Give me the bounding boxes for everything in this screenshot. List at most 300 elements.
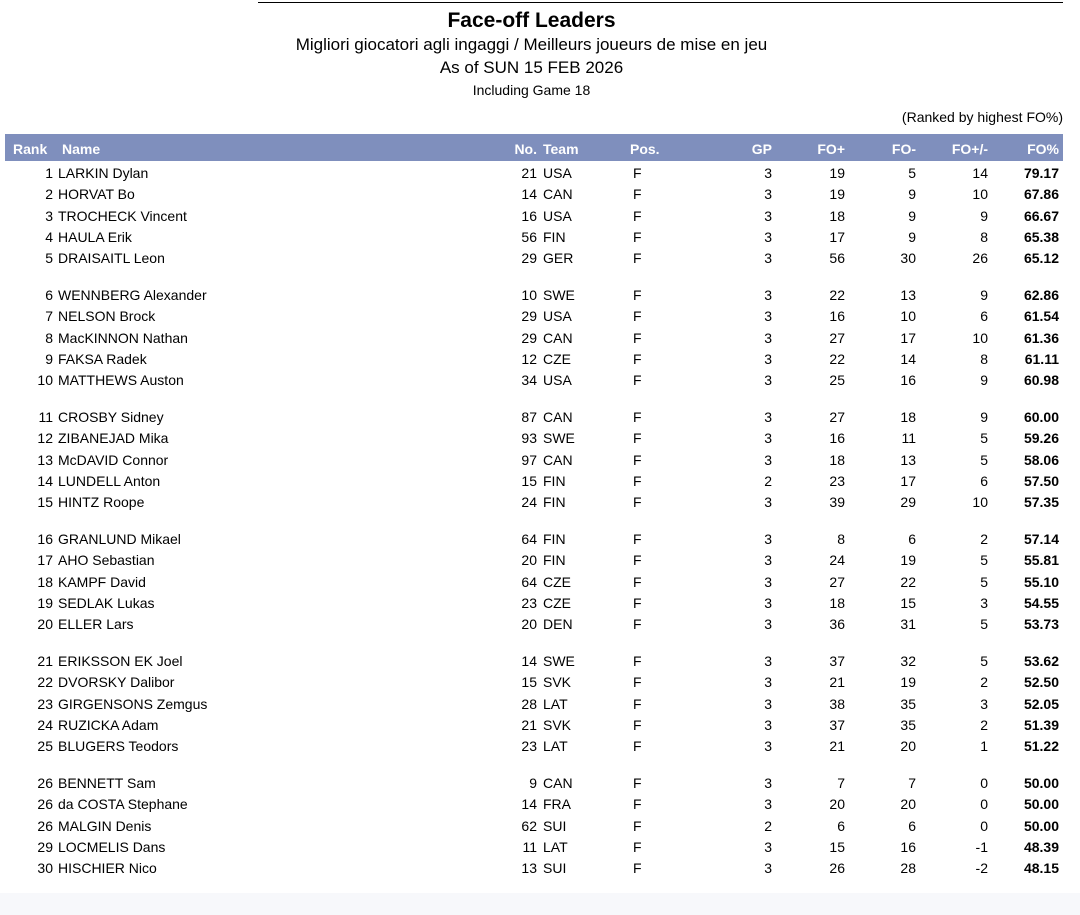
col-pos: Pos.: [630, 141, 660, 157]
cell-fo-plus: 36: [829, 616, 845, 633]
cell-name: KAMPF David: [58, 573, 146, 590]
cell-rank: 29: [37, 838, 53, 855]
table-row: [5, 247, 1063, 268]
cell-team: SUI: [543, 860, 567, 877]
table-row: [5, 284, 1063, 305]
cell-name: HINTZ Roope: [58, 494, 145, 511]
cell-fo-pct: 55.81: [1023, 552, 1059, 569]
cell-fo-pct: 52.05: [1023, 695, 1059, 712]
cell-fo-pct: 67.86: [1023, 186, 1059, 203]
table-row: [5, 592, 1063, 613]
cell-no: 13: [521, 860, 537, 877]
cell-gp: 3: [764, 250, 772, 267]
as-of-date: As of SUN 15 FEB 2026: [439, 58, 624, 77]
cell-pos: F: [633, 286, 642, 303]
table-row: [5, 793, 1063, 814]
cell-rank: 9: [45, 350, 53, 367]
cell-pos: F: [633, 774, 642, 791]
cell-no: 93: [521, 430, 537, 447]
cell-rank: 2: [45, 186, 53, 203]
cell-team: FIN: [543, 472, 566, 489]
col-gp: GP: [751, 141, 772, 157]
cell-name: BENNETT Sam: [58, 774, 156, 791]
cell-gp: 3: [764, 372, 772, 389]
cell-rank: 26: [37, 774, 53, 791]
cell-fo-plus: 37: [829, 716, 845, 733]
table-row: [5, 857, 1063, 878]
cell-name: LOCMELIS Dans: [58, 838, 166, 855]
cell-fo-plus: 19: [829, 186, 845, 203]
table-row: [5, 735, 1063, 756]
cell-fo-plus: 24: [829, 552, 845, 569]
cell-fo-plusminus: 5: [980, 652, 988, 669]
cell-fo-minus: 31: [900, 616, 916, 633]
table-row: [5, 671, 1063, 692]
table-row: [5, 427, 1063, 448]
cell-pos: F: [633, 738, 642, 755]
cell-team: SWE: [543, 286, 575, 303]
cell-fo-minus: 35: [900, 695, 916, 712]
cell-rank: 30: [37, 860, 53, 877]
cell-pos: F: [633, 408, 642, 425]
cell-no: 56: [521, 228, 537, 245]
cell-gp: 3: [764, 494, 772, 511]
cell-gp: 3: [764, 530, 772, 547]
cell-team: FIN: [543, 552, 566, 569]
cell-fo-plusminus: 5: [980, 552, 988, 569]
cell-fo-plusminus: 10: [972, 186, 988, 203]
col-name: Name: [62, 141, 101, 157]
cell-name: DVORSKY Dalibor: [58, 674, 175, 691]
cell-name: NELSON Brock: [58, 308, 156, 325]
table-row: [5, 305, 1063, 326]
cell-rank: 23: [37, 695, 53, 712]
cell-fo-plusminus: 3: [980, 594, 988, 611]
cell-fo-pct: 57.50: [1023, 472, 1059, 489]
cell-no: 20: [521, 552, 537, 569]
cell-pos: F: [633, 695, 642, 712]
cell-fo-pct: 60.00: [1023, 408, 1059, 425]
cell-fo-minus: 5: [908, 165, 916, 181]
cell-name: TROCHECK Vincent: [58, 207, 187, 224]
col-team: Team: [543, 141, 579, 157]
cell-fo-plusminus: 10: [972, 494, 988, 511]
cell-fo-plus: 39: [829, 494, 845, 511]
cell-fo-pct: 66.67: [1023, 207, 1059, 224]
cell-gp: 3: [764, 408, 772, 425]
col-no: No.: [514, 141, 537, 157]
cell-rank: 14: [37, 472, 53, 489]
cell-name: HISCHIER Nico: [58, 860, 157, 877]
cell-gp: 3: [764, 207, 772, 224]
cell-fo-plusminus: 8: [980, 228, 988, 245]
cell-rank: 26: [37, 796, 53, 813]
col-fo-plus: FO+: [817, 141, 845, 157]
cell-fo-pct: 57.35: [1023, 494, 1059, 511]
cell-pos: F: [633, 652, 642, 669]
cell-gp: 3: [764, 616, 772, 633]
cell-team: USA: [543, 308, 572, 325]
cell-no: 64: [521, 530, 537, 547]
cell-fo-plusminus: 6: [980, 308, 988, 325]
cell-fo-plusminus: 9: [980, 286, 988, 303]
cell-gp: 3: [764, 350, 772, 367]
cell-fo-plusminus: 26: [972, 250, 988, 267]
cell-fo-pct: 65.12: [1023, 250, 1059, 267]
cell-no: 21: [521, 165, 537, 181]
cell-fo-plus: 15: [829, 838, 845, 855]
table-row: [5, 836, 1063, 857]
cell-gp: 3: [764, 774, 772, 791]
cell-gp: 3: [764, 451, 772, 468]
table-row: [5, 162, 1063, 183]
cell-no: 97: [521, 451, 537, 468]
cell-fo-plus: 37: [829, 652, 845, 669]
cell-name: HORVAT Bo: [58, 186, 135, 203]
cell-team: LAT: [543, 738, 568, 755]
cell-no: 87: [521, 408, 537, 425]
cell-fo-minus: 28: [900, 860, 916, 877]
table-row: [5, 369, 1063, 390]
cell-pos: F: [633, 552, 642, 569]
cell-name: LUNDELL Anton: [58, 472, 161, 489]
cell-fo-plus: 8: [837, 530, 845, 547]
cell-no: 29: [521, 250, 537, 267]
table-row: [5, 571, 1063, 592]
cell-fo-plus: 27: [829, 329, 845, 346]
cell-fo-pct: 79.17: [1023, 165, 1059, 181]
cell-fo-plus: 20: [829, 796, 845, 813]
cell-pos: F: [633, 860, 642, 877]
cell-fo-minus: 29: [900, 494, 916, 511]
cell-gp: 3: [764, 838, 772, 855]
cell-no: 14: [521, 652, 537, 669]
cell-fo-pct: 60.98: [1023, 372, 1059, 389]
cell-rank: 5: [45, 250, 53, 267]
cell-team: CAN: [543, 451, 573, 468]
cell-team: FIN: [543, 494, 566, 511]
cell-team: CZE: [543, 350, 571, 367]
cell-fo-minus: 30: [900, 250, 916, 267]
cell-fo-plusminus: 1: [980, 738, 988, 755]
cell-gp: 2: [764, 472, 772, 489]
cell-gp: 3: [764, 329, 772, 346]
table-row: [5, 470, 1063, 491]
cell-team: FIN: [543, 228, 566, 245]
cell-team: DEN: [543, 616, 573, 633]
cell-gp: 3: [764, 552, 772, 569]
cell-fo-plus: 7: [837, 774, 845, 791]
cell-no: 28: [521, 695, 537, 712]
cell-name: GIRGENSONS Zemgus: [58, 695, 208, 712]
table-row: [5, 650, 1063, 671]
cell-fo-plusminus: 9: [980, 372, 988, 389]
cell-no: 9: [529, 774, 537, 791]
cell-no: 14: [521, 796, 537, 813]
cell-gp: 3: [764, 738, 772, 755]
cell-fo-minus: 16: [900, 372, 916, 389]
cell-fo-plusminus: 2: [980, 674, 988, 691]
cell-name: McDAVID Connor: [58, 451, 169, 468]
cell-fo-pct: 52.50: [1023, 674, 1059, 691]
cell-gp: 3: [764, 716, 772, 733]
table-row: [5, 205, 1063, 226]
cell-team: GER: [543, 250, 574, 267]
cell-fo-pct: 54.55: [1023, 594, 1059, 611]
table-row: [5, 815, 1063, 836]
cell-gp: 3: [764, 186, 772, 203]
cell-rank: 16: [37, 530, 53, 547]
cell-name: ZIBANEJAD Mika: [58, 430, 169, 447]
cell-fo-minus: 20: [900, 738, 916, 755]
cell-rank: 18: [37, 573, 53, 590]
cell-fo-plusminus: 0: [980, 796, 988, 813]
cell-no: 15: [521, 472, 537, 489]
cell-rank: 26: [37, 817, 53, 834]
cell-fo-plusminus: 14: [972, 165, 988, 181]
cell-fo-minus: 9: [908, 186, 916, 203]
table-row: [5, 549, 1063, 570]
cell-fo-plusminus: 5: [980, 616, 988, 633]
cell-pos: F: [633, 472, 642, 489]
cell-pos: F: [633, 308, 642, 325]
cell-gp: 3: [764, 165, 772, 181]
cell-fo-minus: 7: [908, 774, 916, 791]
cell-fo-minus: 11: [901, 430, 916, 447]
cell-fo-minus: 32: [900, 652, 916, 669]
table-body: [5, 162, 1063, 878]
cell-pos: F: [633, 573, 642, 590]
cell-no: 29: [521, 308, 537, 325]
cell-no: 16: [521, 207, 537, 224]
cell-gp: 3: [764, 228, 772, 245]
cell-no: 23: [521, 738, 537, 755]
cell-fo-plus: 25: [829, 372, 845, 389]
cell-pos: F: [633, 616, 642, 633]
cell-fo-pct: 62.86: [1023, 286, 1059, 303]
cell-team: FIN: [543, 530, 566, 547]
table-row: [5, 613, 1063, 634]
cell-pos: F: [633, 350, 642, 367]
cell-fo-plusminus: -1: [975, 838, 988, 855]
cell-pos: F: [633, 430, 642, 447]
cell-fo-pct: 53.73: [1023, 616, 1059, 633]
table-row: [5, 491, 1063, 512]
cell-fo-pct: 50.00: [1023, 796, 1059, 813]
page-subtitle: Migliori giocatori agli ingaggi / Meilleurs joueurs de mise en jeu: [295, 35, 768, 54]
cell-fo-pct: 57.14: [1023, 530, 1059, 547]
cell-pos: F: [633, 329, 642, 346]
cell-fo-pct: 48.15: [1023, 860, 1059, 877]
cell-name: da COSTA Stephane: [58, 796, 188, 813]
cell-fo-plus: 16: [829, 430, 845, 447]
cell-gp: 3: [764, 308, 772, 325]
cell-team: USA: [543, 165, 572, 181]
cell-fo-minus: 20: [900, 796, 916, 813]
cell-fo-minus: 35: [900, 716, 916, 733]
cell-rank: 6: [45, 286, 53, 303]
cell-fo-plus: 38: [829, 695, 845, 712]
cell-rank: 20: [37, 616, 53, 633]
cell-no: 12: [521, 350, 537, 367]
cell-fo-pct: 55.10: [1023, 573, 1059, 590]
cell-pos: F: [633, 674, 642, 691]
cell-fo-minus: 15: [900, 594, 916, 611]
table-row: [5, 348, 1063, 369]
cell-no: 20: [521, 616, 537, 633]
cell-rank: 7: [45, 308, 53, 325]
cell-fo-plus: 21: [829, 738, 845, 755]
cell-fo-plus: 22: [829, 286, 845, 303]
cell-gp: 3: [764, 573, 772, 590]
cell-pos: F: [633, 494, 642, 511]
cell-rank: 24: [37, 716, 53, 733]
cell-name: HAULA Erik: [58, 228, 132, 245]
table-row: [5, 772, 1063, 793]
cell-fo-minus: 22: [900, 573, 916, 590]
cell-name: MALGIN Denis: [58, 817, 152, 834]
cell-pos: F: [633, 594, 642, 611]
cell-gp: 3: [764, 674, 772, 691]
cell-gp: 3: [764, 796, 772, 813]
col-rank: Rank: [13, 141, 48, 157]
cell-pos: F: [633, 250, 642, 267]
cell-fo-plus: 56: [829, 250, 845, 267]
page-footer-shade: [0, 893, 1080, 915]
cell-name: BLUGERS Teodors: [58, 738, 179, 755]
cell-fo-minus: 17: [900, 329, 916, 346]
cell-fo-pct: 50.00: [1023, 817, 1059, 834]
cell-fo-minus: 9: [908, 207, 916, 224]
cell-pos: F: [633, 165, 642, 181]
table-row: [5, 226, 1063, 247]
cell-pos: F: [633, 796, 642, 813]
cell-fo-plusminus: 5: [980, 451, 988, 468]
cell-no: 24: [521, 494, 537, 511]
cell-fo-minus: 9: [908, 228, 916, 245]
cell-fo-plusminus: 0: [980, 817, 988, 834]
cell-rank: 13: [37, 451, 53, 468]
cell-fo-plus: 18: [829, 594, 845, 611]
cell-fo-minus: 6: [908, 817, 916, 834]
cell-rank: 22: [37, 674, 53, 691]
cell-fo-plusminus: 2: [980, 716, 988, 733]
cell-name: AHO Sebastian: [58, 552, 155, 569]
cell-team: LAT: [543, 838, 568, 855]
cell-pos: F: [633, 838, 642, 855]
cell-fo-minus: 14: [900, 350, 916, 367]
page-title: Face-off Leaders: [447, 9, 616, 32]
cell-gp: 2: [764, 817, 772, 834]
cell-fo-plusminus: 3: [980, 695, 988, 712]
cell-rank: 8: [45, 329, 53, 346]
cell-rank: 15: [37, 494, 53, 511]
cell-fo-minus: 19: [900, 552, 916, 569]
cell-no: 23: [521, 594, 537, 611]
col-fo-plusminus: FO+/-: [951, 141, 988, 157]
cell-no: 21: [521, 716, 537, 733]
cell-team: SVK: [543, 716, 572, 733]
cell-no: 14: [521, 186, 537, 203]
cell-name: MacKINNON Nathan: [58, 329, 188, 346]
table-row: [5, 449, 1063, 470]
cell-fo-plus: 27: [829, 408, 845, 425]
cell-fo-pct: 61.36: [1023, 329, 1059, 346]
cell-fo-pct: 53.62: [1023, 652, 1059, 669]
cell-team: SWE: [543, 430, 575, 447]
cell-rank: 10: [37, 372, 53, 389]
table-row: [5, 693, 1063, 714]
cell-team: SWE: [543, 652, 575, 669]
cell-fo-pct: 48.39: [1023, 838, 1059, 855]
cell-fo-pct: 65.38: [1023, 228, 1059, 245]
cell-team: FRA: [543, 796, 571, 813]
cell-fo-plus: 26: [829, 860, 845, 877]
cell-pos: F: [633, 817, 642, 834]
cell-fo-plusminus: 8: [980, 350, 988, 367]
cell-rank: 12: [37, 430, 53, 447]
cell-team: USA: [543, 207, 572, 224]
cell-fo-minus: 13: [900, 451, 916, 468]
cell-rank: 19: [37, 594, 53, 611]
table-row: [5, 714, 1063, 735]
cell-fo-plusminus: 5: [980, 573, 988, 590]
cell-team: CAN: [543, 186, 573, 203]
col-fo-pct: FO%: [1027, 141, 1059, 157]
ranking-note: (Ranked by highest FO%): [901, 109, 1063, 125]
cell-name: CROSBY Sidney: [58, 408, 164, 425]
cell-gp: 3: [764, 695, 772, 712]
cell-fo-plus: 17: [829, 228, 845, 245]
cell-fo-minus: 16: [900, 838, 916, 855]
table-row: [5, 183, 1063, 204]
cell-rank: 4: [45, 228, 53, 245]
cell-name: SEDLAK Lukas: [58, 594, 155, 611]
cell-fo-pct: 61.11: [1024, 350, 1059, 367]
cell-fo-plus: 27: [829, 573, 845, 590]
cell-pos: F: [633, 372, 642, 389]
table-row: [5, 528, 1063, 549]
cell-fo-pct: 50.00: [1023, 774, 1059, 791]
cell-pos: F: [633, 228, 642, 245]
cell-team: CZE: [543, 573, 571, 590]
cell-team: SUI: [543, 817, 567, 834]
cell-rank: 1: [45, 165, 53, 181]
cell-no: 11: [522, 838, 537, 855]
cell-gp: 3: [764, 652, 772, 669]
cell-no: 64: [521, 573, 537, 590]
cell-pos: F: [633, 530, 642, 547]
cell-name: ERIKSSON EK Joel: [58, 652, 183, 669]
cell-team: CAN: [543, 774, 573, 791]
cell-name: FAKSA Radek: [58, 350, 147, 367]
cell-fo-plus: 23: [829, 472, 845, 489]
cell-fo-plus: 16: [829, 308, 845, 325]
cell-fo-plus: 18: [829, 207, 845, 224]
cell-fo-plusminus: 9: [980, 207, 988, 224]
col-fo-minus: FO-: [891, 141, 916, 157]
cell-pos: F: [633, 186, 642, 203]
cell-pos: F: [633, 451, 642, 468]
cell-no: 15: [521, 674, 537, 691]
cell-fo-minus: 17: [900, 472, 916, 489]
cell-fo-minus: 10: [900, 308, 916, 325]
cell-no: 10: [521, 286, 537, 303]
cell-team: LAT: [543, 695, 568, 712]
top-rule: [258, 2, 1063, 3]
table-row: [5, 327, 1063, 348]
cell-fo-pct: 61.54: [1023, 308, 1059, 325]
